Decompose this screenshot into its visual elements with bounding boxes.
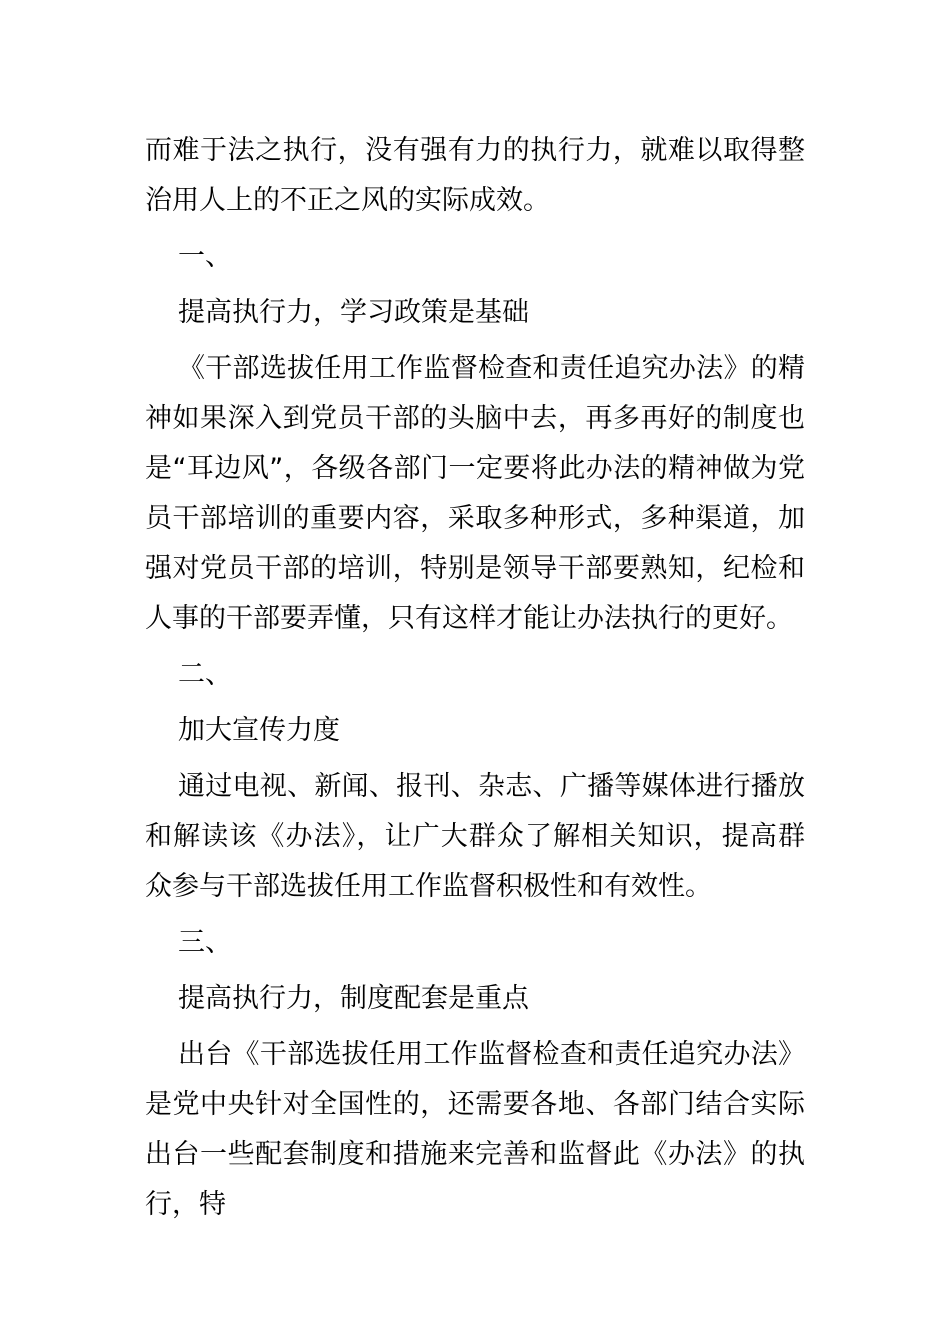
section-heading-3: 提高执行力，制度配套是重点 [178,983,529,1014]
section-number-3: 三、 [178,927,232,958]
paragraph-section-3: 出台《干部选拔任用工作监督检查和责任追究办法》是党中央针对全国性的，还需要各地、各部门结合实际出台一些配套制度和措施来完善和监督此《办法》的执行，特 [145,1039,805,1220]
section-number-1: 一、 [178,241,232,272]
section-heading-1: 提高执行力，学习政策是基础 [178,297,529,328]
document-body [145,126,805,1236]
paragraph-section-1: 《干部选拔任用工作监督检查和责任追究办法》的精神如果深入到党员干部的头脑中去，再多再好的制度也是“耳边风”，各级各部门一定要将此办法的精神做为党员干部培训的重要内容，采取多种形式，多种渠道，加强对党员干部的培训，特别是领导干部要熟知，纪检和人事的干部要弄懂，只有这样才能让办法执行的更好。 [145,353,805,634]
paragraph-intro: 而难于法之执行，没有强有力的执行力，就难以取得整治用人上的不正之风的实际成效。 [145,135,805,216]
section-heading-2: 加大宣传力度 [178,715,340,746]
paragraph-section-2: 通过电视、新闻、报刊、杂志、广播等媒体进行播放和解读该《办法》，让广大群众了解相关知识，提高群众参与干部选拔任用工作监督积极性和有效性。 [145,771,805,902]
section-number-2: 二、 [178,659,232,690]
